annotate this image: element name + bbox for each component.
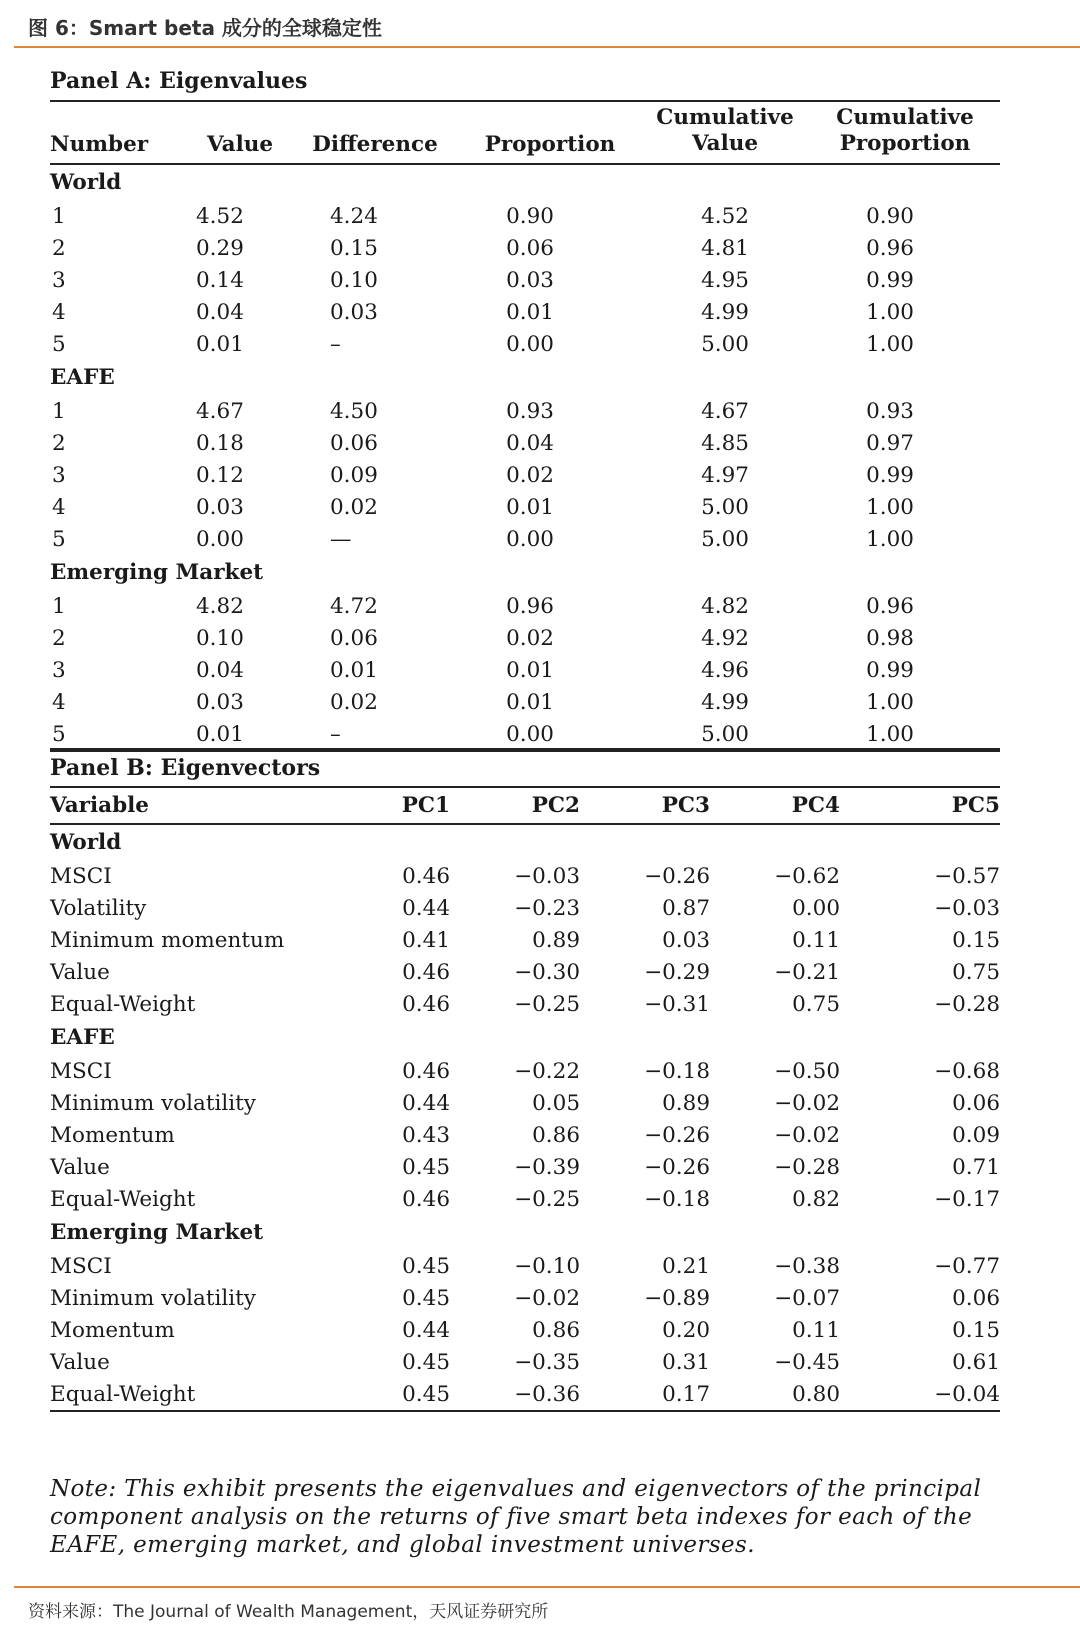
table-row <box>50 686 1000 718</box>
table-cell: – <box>330 331 341 357</box>
table-cell: 0.06 <box>330 625 378 651</box>
header-pc5: PC5 <box>860 788 1000 824</box>
group-label: EAFE <box>50 365 115 390</box>
table-cell: 4.95 <box>701 267 749 293</box>
table-cell: −0.26 <box>644 863 710 889</box>
group-row <box>50 360 1000 395</box>
table-cell: – <box>290 718 460 751</box>
table-cell: −0.26 <box>644 1122 710 1148</box>
eigenvectors-table <box>50 788 1000 1412</box>
table-cell: 0.90 <box>506 203 554 229</box>
table-cell: Minimum momentum <box>50 927 285 953</box>
table-row <box>50 427 1000 459</box>
table-cell: −0.03 <box>514 863 580 889</box>
group-row <box>50 555 1000 590</box>
table-cell: Equal-Weight <box>50 991 196 1017</box>
table-cell: 0.75 <box>792 991 840 1017</box>
table-cell: 4.67 <box>701 398 749 424</box>
table-cell: −0.02 <box>774 1090 840 1116</box>
table-cell: 0.01 <box>506 689 554 715</box>
table-cell: 0.00 <box>506 526 554 552</box>
table-cell: Momentum <box>50 1122 175 1148</box>
table-cell: 4.99 <box>701 299 749 325</box>
table-cell: 0.06 <box>506 235 554 261</box>
table-cell: 0.90 <box>866 203 914 229</box>
table-cell: −0.03 <box>934 895 1000 921</box>
figure-title: 图 6：Smart beta 成分的全球稳定性 <box>28 16 382 40</box>
table-cell: 4.72 <box>330 593 378 619</box>
table-cell: 0.44 <box>402 895 450 921</box>
table-cell: 0.46 <box>402 1186 450 1212</box>
table-cell: 0.03 <box>196 494 244 520</box>
table-cell: −0.23 <box>514 895 580 921</box>
header-variable: Variable <box>50 788 340 824</box>
table-cell: 5.00 <box>701 331 749 357</box>
bottom-divider <box>14 1586 1080 1588</box>
table-cell: 0.09 <box>330 462 378 488</box>
table-cell: 0.44 <box>402 1317 450 1343</box>
header-cumulative-proportion-line1: Cumulative <box>836 105 974 130</box>
table-cell: 4.82 <box>196 593 244 619</box>
table-row <box>50 956 1000 988</box>
table-cell: 0.96 <box>506 593 554 619</box>
table-cell: 4 <box>52 689 66 715</box>
table-row <box>50 523 1000 555</box>
table-row <box>50 200 1000 232</box>
table-row <box>50 1282 1000 1314</box>
table-cell: −0.38 <box>774 1253 840 1279</box>
table-cell: 0.01 <box>506 299 554 325</box>
header-cumulative-value-line1: Cumulative <box>656 105 794 130</box>
table-cell: 2 <box>52 625 66 651</box>
header-pc3: PC3 <box>600 788 730 824</box>
table-cell: 0.01 <box>506 494 554 520</box>
table-cell: 0.09 <box>952 1122 1000 1148</box>
table-row <box>50 1055 1000 1087</box>
table-row <box>50 590 1000 622</box>
table-row <box>50 296 1000 328</box>
table-cell: 2 <box>52 235 66 261</box>
table-cell: Value <box>50 959 110 985</box>
table-cell: 0.18 <box>196 430 244 456</box>
table-cell: 0.00 <box>506 331 554 357</box>
panel-b <box>50 748 1000 1412</box>
table-row <box>50 892 1000 924</box>
table-cell: 4.52 <box>701 203 749 229</box>
table-cell: 3 <box>52 267 66 293</box>
table-cell: −0.22 <box>514 1058 580 1084</box>
group-row <box>50 1020 1000 1055</box>
table-cell: 0.89 <box>662 1090 710 1116</box>
table-cell: MSCI <box>50 863 112 889</box>
table-cell: 0.21 <box>662 1253 710 1279</box>
table-cell: 1 <box>52 398 66 424</box>
table-cell: 0.97 <box>866 430 914 456</box>
table-cell: −0.25 <box>514 991 580 1017</box>
table-cell: 0.03 <box>330 299 378 325</box>
table-cell: 0.01 <box>506 657 554 683</box>
table-cell: 0.15 <box>330 235 378 261</box>
table-cell: 0.43 <box>402 1122 450 1148</box>
table-cell: 4.24 <box>330 203 378 229</box>
table-cell: Minimum volatility <box>50 1285 256 1311</box>
table-cell: 3 <box>52 462 66 488</box>
table-row <box>50 860 1000 892</box>
table-cell: −0.31 <box>644 991 710 1017</box>
table-cell: 5.00 <box>640 718 810 751</box>
table-cell: 0.99 <box>866 462 914 488</box>
table-cell: 0.03 <box>506 267 554 293</box>
group-label: World <box>50 830 122 855</box>
table-cell: 1 <box>52 203 66 229</box>
table-row <box>50 491 1000 523</box>
header-pc1: PC1 <box>340 788 470 824</box>
table-row <box>50 622 1000 654</box>
table-cell: −0.57 <box>934 863 1000 889</box>
table-cell: −0.18 <box>644 1058 710 1084</box>
table-note: Note: This exhibit presents the eigenvalues and eigenvectors of the principal component analysis on the returns of five smart beta indexes for each of the EAFE, emerging market, and global investment universes. <box>50 1476 982 1558</box>
eigenvalues-table <box>50 102 1000 752</box>
table-cell: 0.01 <box>196 331 244 357</box>
header-cumulative-proportion-line2: Proportion <box>839 131 971 156</box>
table-cell: −0.25 <box>514 1186 580 1212</box>
table-cell: 0.29 <box>196 235 244 261</box>
table-cell: −0.77 <box>934 1253 1000 1279</box>
table-cell: 0.01 <box>190 718 290 751</box>
header-value: Value <box>190 102 290 164</box>
table-cell: 0.02 <box>330 494 378 520</box>
table-cell: 0.20 <box>662 1317 710 1343</box>
table-cell: 0.06 <box>952 1090 1000 1116</box>
header-number: Number <box>50 102 190 164</box>
table-cell: 0.93 <box>506 398 554 424</box>
table-cell: 0.96 <box>866 593 914 619</box>
table-cell: 5.00 <box>701 526 749 552</box>
table-cell: 0.04 <box>506 430 554 456</box>
table-cell: 0.02 <box>506 462 554 488</box>
table-cell: 0.00 <box>196 526 244 552</box>
table-cell: 0.82 <box>792 1186 840 1212</box>
table-cell: 0.12 <box>196 462 244 488</box>
table-cell: 0.11 <box>792 1317 840 1343</box>
table-cell: −0.17 <box>934 1186 1000 1212</box>
table-cell: 0.45 <box>340 1378 470 1411</box>
eigenvalues-body <box>50 164 1000 751</box>
table-cell: 0.98 <box>866 625 914 651</box>
table-row <box>50 1151 1000 1183</box>
table-cell: 0.00 <box>792 895 840 921</box>
table-cell: 0.71 <box>952 1154 1000 1180</box>
table-cell: 0.00 <box>460 718 640 751</box>
table-cell: 0.87 <box>662 895 710 921</box>
table-cell: 0.15 <box>952 927 1000 953</box>
table-cell: 0.75 <box>952 959 1000 985</box>
group-row <box>50 1215 1000 1250</box>
header-pc2: PC2 <box>470 788 600 824</box>
table-cell: −0.26 <box>644 1154 710 1180</box>
table-cell: 1.00 <box>810 718 1000 751</box>
header-proportion: Proportion <box>460 102 640 164</box>
panel-b-title: Panel B: Eigenvectors <box>50 748 1000 788</box>
table-cell: 3 <box>52 657 66 683</box>
table-cell: 4.97 <box>701 462 749 488</box>
table-cell: Volatility <box>50 895 147 921</box>
table-cell: 0.02 <box>506 625 554 651</box>
table-cell: −0.39 <box>514 1154 580 1180</box>
table-row <box>50 1314 1000 1346</box>
table-cell: −0.89 <box>644 1285 710 1311</box>
table-row <box>50 924 1000 956</box>
table-cell: 1.00 <box>866 331 914 357</box>
table-cell: 0.15 <box>952 1317 1000 1343</box>
table-cell: 4 <box>52 494 66 520</box>
table-cell: 4.81 <box>701 235 749 261</box>
table-row <box>50 1378 1000 1411</box>
table-cell: 0.44 <box>402 1090 450 1116</box>
table-cell: 1.00 <box>866 689 914 715</box>
table-row <box>50 1183 1000 1215</box>
table-cell: 0.46 <box>402 1058 450 1084</box>
table-cell: 0.86 <box>532 1317 580 1343</box>
table-cell: 0.04 <box>196 299 244 325</box>
table-cell: 1 <box>52 593 66 619</box>
table-row <box>50 1087 1000 1119</box>
eigenvectors-body <box>50 824 1000 1411</box>
table-cell: 0.03 <box>662 927 710 953</box>
table-cell: — <box>330 526 352 552</box>
table-cell: 1.00 <box>866 526 914 552</box>
table-row <box>50 1346 1000 1378</box>
table-cell: 5 <box>52 526 66 552</box>
table-row <box>50 988 1000 1020</box>
table-cell: Value <box>50 1349 110 1375</box>
table-cell: 0.41 <box>402 927 450 953</box>
table-cell: 2 <box>52 430 66 456</box>
table-cell: −0.29 <box>644 959 710 985</box>
table-cell: −0.02 <box>514 1285 580 1311</box>
table-cell: −0.30 <box>514 959 580 985</box>
table-cell: −0.04 <box>860 1378 1000 1411</box>
table-cell: 0.45 <box>402 1154 450 1180</box>
table-cell: 0.06 <box>952 1285 1000 1311</box>
table-cell: −0.02 <box>774 1122 840 1148</box>
top-divider <box>14 46 1080 48</box>
table-cell: 0.05 <box>532 1090 580 1116</box>
table-cell: −0.36 <box>470 1378 600 1411</box>
table-row <box>50 264 1000 296</box>
header-cumulative-value <box>640 102 810 164</box>
table-cell: 0.96 <box>866 235 914 261</box>
table-cell: −0.50 <box>774 1058 840 1084</box>
table-cell: 0.80 <box>730 1378 860 1411</box>
table-cell: 4.50 <box>330 398 378 424</box>
table-cell: −0.35 <box>514 1349 580 1375</box>
table-cell: 1.00 <box>866 494 914 520</box>
table-row <box>50 1250 1000 1282</box>
table-cell: 0.99 <box>866 657 914 683</box>
table-cell: 0.04 <box>196 657 244 683</box>
table-cell: 4.82 <box>701 593 749 619</box>
table-cell: 4.67 <box>196 398 244 424</box>
table-cell: −0.10 <box>514 1253 580 1279</box>
table-cell: 0.01 <box>330 657 378 683</box>
table-row <box>50 718 1000 751</box>
header-difference: Difference <box>290 102 460 164</box>
panel-a <box>50 68 1000 752</box>
group-label: Emerging Market <box>50 1220 264 1245</box>
table-cell: 0.86 <box>532 1122 580 1148</box>
table-cell: −0.28 <box>934 991 1000 1017</box>
table-cell: 1.00 <box>866 299 914 325</box>
table-row <box>50 654 1000 686</box>
table-cell: −0.28 <box>774 1154 840 1180</box>
table-cell: −0.07 <box>774 1285 840 1311</box>
group-row <box>50 164 1000 200</box>
table-row <box>50 1119 1000 1151</box>
table-cell: 0.99 <box>866 267 914 293</box>
group-label: Emerging Market <box>50 560 264 585</box>
table-cell: 4.99 <box>701 689 749 715</box>
table-cell: MSCI <box>50 1058 112 1084</box>
table-cell: 0.89 <box>532 927 580 953</box>
table-cell: 0.10 <box>196 625 244 651</box>
table-cell: Minimum volatility <box>50 1090 256 1116</box>
table-cell: 0.03 <box>196 689 244 715</box>
table-cell: 5 <box>50 718 190 751</box>
table-row <box>50 459 1000 491</box>
table-cell: Value <box>50 1154 110 1180</box>
table-cell: −0.68 <box>934 1058 1000 1084</box>
group-label: EAFE <box>50 1025 115 1050</box>
table-cell: 0.46 <box>402 863 450 889</box>
table-cell: 0.45 <box>402 1253 450 1279</box>
table-cell: −0.62 <box>774 863 840 889</box>
table-cell: 0.02 <box>330 689 378 715</box>
table-cell: 4.96 <box>701 657 749 683</box>
table-cell: MSCI <box>50 1253 112 1279</box>
table-cell: Equal-Weight <box>50 1186 196 1212</box>
table-cell: 0.45 <box>402 1349 450 1375</box>
source-citation: 资料来源：The Journal of Wealth Management，天风证券研究所 <box>28 1602 549 1622</box>
header-cumulative-proportion <box>810 102 1000 164</box>
table-row <box>50 395 1000 427</box>
table-cell: 5 <box>52 331 66 357</box>
table-row <box>50 232 1000 264</box>
table-cell: 0.17 <box>600 1378 730 1411</box>
table-cell: 0.45 <box>402 1285 450 1311</box>
table-cell: 4.85 <box>701 430 749 456</box>
table-cell: 5.00 <box>701 494 749 520</box>
table-cell: 0.31 <box>662 1349 710 1375</box>
table-cell: Equal-Weight <box>50 1378 340 1411</box>
header-pc4: PC4 <box>730 788 860 824</box>
table-cell: −0.21 <box>774 959 840 985</box>
table-cell: 4 <box>52 299 66 325</box>
group-row <box>50 824 1000 860</box>
table-cell: 0.93 <box>866 398 914 424</box>
table-cell: 4.92 <box>701 625 749 651</box>
table-cell: 4.52 <box>196 203 244 229</box>
table-row <box>50 328 1000 360</box>
table-cell: 0.06 <box>330 430 378 456</box>
table-cell: Momentum <box>50 1317 175 1343</box>
table-cell: −0.18 <box>644 1186 710 1212</box>
table-cell: 0.46 <box>402 959 450 985</box>
panel-a-title: Panel A: Eigenvalues <box>50 68 1000 102</box>
table-cell: 0.14 <box>196 267 244 293</box>
table-cell: 0.11 <box>792 927 840 953</box>
table-cell: −0.45 <box>774 1349 840 1375</box>
table-cell: 0.10 <box>330 267 378 293</box>
table-cell: 0.61 <box>952 1349 1000 1375</box>
group-label: World <box>50 170 122 195</box>
table-cell: 0.46 <box>402 991 450 1017</box>
header-cumulative-value-line2: Value <box>691 131 759 156</box>
